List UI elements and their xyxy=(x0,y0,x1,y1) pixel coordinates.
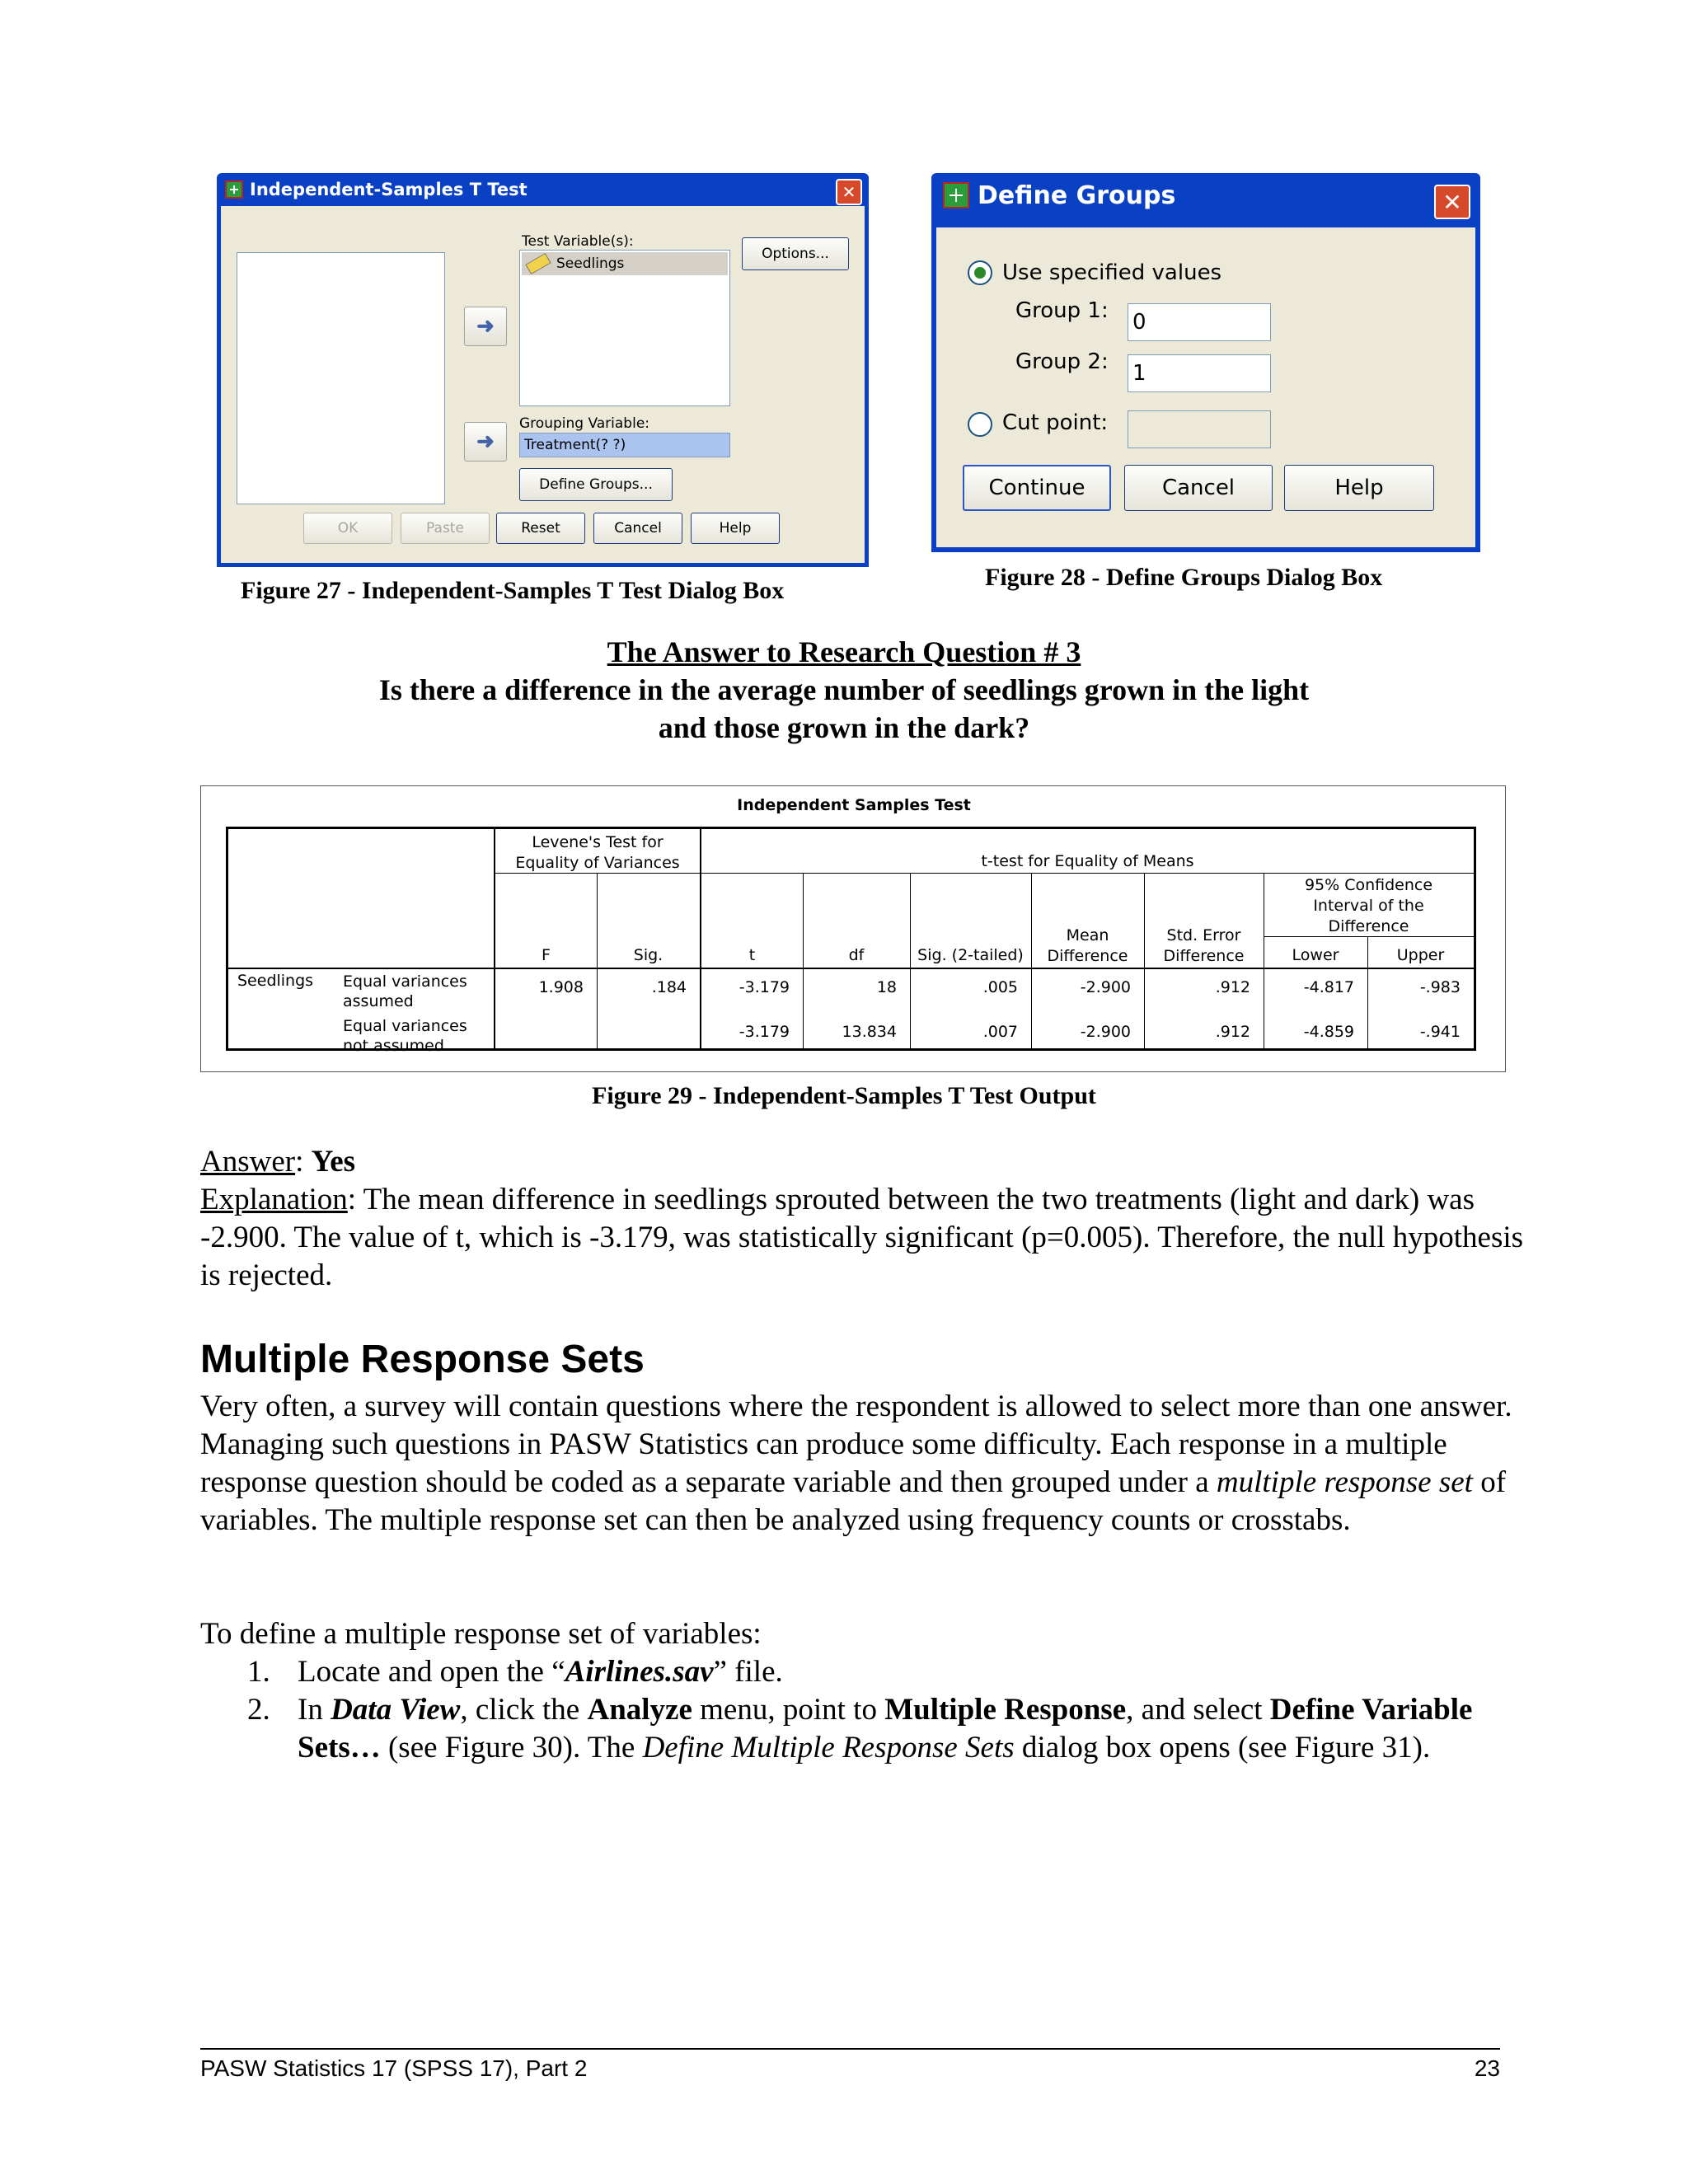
research-question-line2: and those grown in the dark? xyxy=(658,711,1030,744)
footer-title: PASW Statistics 17 (SPSS 17), Part 2 xyxy=(200,2055,588,2081)
table-row: Equal variances not assumed xyxy=(343,1017,467,1055)
table-title: Independent Samples Test xyxy=(737,796,971,814)
help-button[interactable]: Help xyxy=(691,513,780,544)
define-groups-button[interactable]: Define Groups... xyxy=(519,468,673,501)
dialog-client xyxy=(936,227,1475,547)
spss-app-icon xyxy=(943,182,969,209)
grouping-variable-field[interactable]: Treatment(? ?) xyxy=(519,433,730,457)
options-button[interactable]: Options... xyxy=(742,237,849,270)
col-upper: Upper xyxy=(1396,946,1445,964)
test-variables-list[interactable] xyxy=(519,250,730,406)
move-test-variable-arrow-icon[interactable]: ➜ xyxy=(464,307,507,346)
test-variables-label: Test Variable(s): xyxy=(522,233,634,250)
cell-df: 13.834 xyxy=(842,1023,897,1041)
col-lower: Lower xyxy=(1292,946,1339,964)
cell-mean-diff: -2.900 xyxy=(1080,1023,1131,1041)
explanation-paragraph xyxy=(200,1181,1536,1295)
list-item: Locate and open the “Airlines.sav” file. xyxy=(298,1655,783,1689)
group1-field[interactable]: 0 xyxy=(1128,303,1271,341)
answer-value: Yes xyxy=(311,1145,356,1179)
use-specified-values-label[interactable]: Use specified values xyxy=(1002,260,1222,285)
group1-label: Group 1: xyxy=(1015,298,1109,323)
close-icon[interactable]: ✕ xyxy=(1434,185,1470,219)
col-mean-diff: Mean Difference xyxy=(1047,926,1128,965)
cell-lower: -4.859 xyxy=(1303,1023,1354,1041)
help-button[interactable]: Help xyxy=(1284,465,1434,511)
explanation-text: : The mean difference in seedlings sprouted between the two treatments (light and dark) was -2.900. The value of t, which is -3.179, was statistically significant (p=0.005). Therefore, the null hypothesis is rejected. xyxy=(200,1183,1524,1292)
col-sig: Sig. xyxy=(633,946,663,964)
col-std-err-diff: Std. Error Difference xyxy=(1163,926,1245,965)
output-table-frame xyxy=(200,785,1506,1072)
research-question-title: The Answer to Research Question # 3 xyxy=(607,635,1081,668)
cell-sig: .184 xyxy=(651,978,687,996)
cell-mean-diff: -2.900 xyxy=(1080,978,1131,996)
cell-se-diff: .912 xyxy=(1215,1023,1250,1041)
continue-button[interactable]: Continue xyxy=(963,465,1111,511)
list-item: In Data View, click the Analyze menu, point to Multiple Response, and select Define Variable Sets… (see Figure 30). The Define Multiple Response Sets dialog box opens (see Figure 31). xyxy=(298,1693,1473,1765)
step-2-number: 2. xyxy=(247,1693,270,1727)
footer-rule xyxy=(200,2048,1500,2050)
reset-button[interactable]: Reset xyxy=(496,513,585,544)
section-heading: Multiple Response Sets xyxy=(200,1338,645,1381)
answer-label: Answer xyxy=(200,1145,296,1179)
col-t: t xyxy=(748,946,756,964)
close-icon[interactable]: ✕ xyxy=(836,179,862,205)
ok-button[interactable]: OK xyxy=(303,513,392,544)
group2-field[interactable]: 1 xyxy=(1128,354,1271,392)
cut-point-label[interactable]: Cut point: xyxy=(1002,410,1109,435)
cell-lower: -4.817 xyxy=(1303,978,1354,996)
dialog-title: Independent-Samples T Test xyxy=(250,180,528,199)
row-variable: Seedlings xyxy=(237,972,314,990)
figure-28-caption: Figure 28 - Define Groups Dialog Box xyxy=(985,564,1383,591)
cut-point-radio[interactable] xyxy=(968,412,992,437)
cut-point-field[interactable] xyxy=(1128,410,1271,448)
page-number: 23 xyxy=(1474,2055,1500,2081)
col-df: df xyxy=(848,946,865,964)
dialog-titlebar xyxy=(931,173,1480,218)
dialog-client xyxy=(221,206,865,563)
ttest-header: t-test for Equality of Means xyxy=(981,852,1194,870)
dialog-titlebar xyxy=(217,173,869,206)
research-question-line1: Is there a difference in the average number of seedlings grown in the light xyxy=(378,673,1310,706)
section-paragraph: Very often, a survey will contain questions where the respondent is allowed to select more than one answer. Managing such questions in PASW Statistics can produce some difficulty. Each response in a multiple response question should be coded as a separate variable and then grouped under a multiple response set of variables. The multiple response set can then be analyzed using frequency counts or crosstabs. xyxy=(200,1390,1512,1537)
cell-df: 18 xyxy=(876,978,897,996)
cell-t: -3.179 xyxy=(738,978,790,996)
source-variable-list[interactable] xyxy=(237,252,445,504)
cell-t: -3.179 xyxy=(738,1023,790,1041)
figure-27-caption: Figure 27 - Independent-Samples T Test Dialog Box xyxy=(241,577,785,604)
grouping-variable-label: Grouping Variable: xyxy=(519,415,650,432)
move-grouping-variable-arrow-icon[interactable]: ➜ xyxy=(464,422,507,462)
explanation-label: Explanation xyxy=(200,1183,348,1216)
test-variable-item[interactable]: Seedlings xyxy=(522,252,728,275)
table-row: Equal variances assumed xyxy=(343,972,467,1010)
cell-sig2: .005 xyxy=(982,978,1018,996)
step-1-number: 1. xyxy=(247,1655,270,1689)
figure-29-caption: Figure 29 - Independent-Samples T Test Output xyxy=(592,1082,1096,1109)
scale-variable-icon xyxy=(525,253,551,274)
cell-f: 1.908 xyxy=(538,978,584,996)
cell-se-diff: .912 xyxy=(1215,978,1250,996)
use-specified-values-radio[interactable] xyxy=(968,260,992,285)
cell-sig2: .007 xyxy=(982,1023,1018,1041)
define-groups-dialog xyxy=(931,173,1480,552)
cell-upper: -.941 xyxy=(1419,1023,1461,1041)
independent-samples-dialog xyxy=(217,173,869,567)
answer-line: Answer: Yes xyxy=(200,1145,356,1179)
paste-button[interactable]: Paste xyxy=(401,513,490,544)
cancel-button[interactable]: Cancel xyxy=(1124,465,1273,511)
cell-upper: -.983 xyxy=(1419,978,1461,996)
group2-label: Group 2: xyxy=(1015,349,1109,374)
dialog-title: Define Groups xyxy=(978,180,1176,210)
col-f: F xyxy=(542,946,551,964)
cancel-button[interactable]: Cancel xyxy=(593,513,682,544)
steps-intro: To define a multiple response set of variables: xyxy=(200,1617,762,1651)
levene-header: Levene's Test for Equality of Variances xyxy=(515,833,680,872)
col-sig-2tailed: Sig. (2-tailed) xyxy=(917,946,1024,964)
ci-header: 95% Confidence Interval of the Difference xyxy=(1304,876,1433,935)
spss-app-icon xyxy=(225,180,243,199)
